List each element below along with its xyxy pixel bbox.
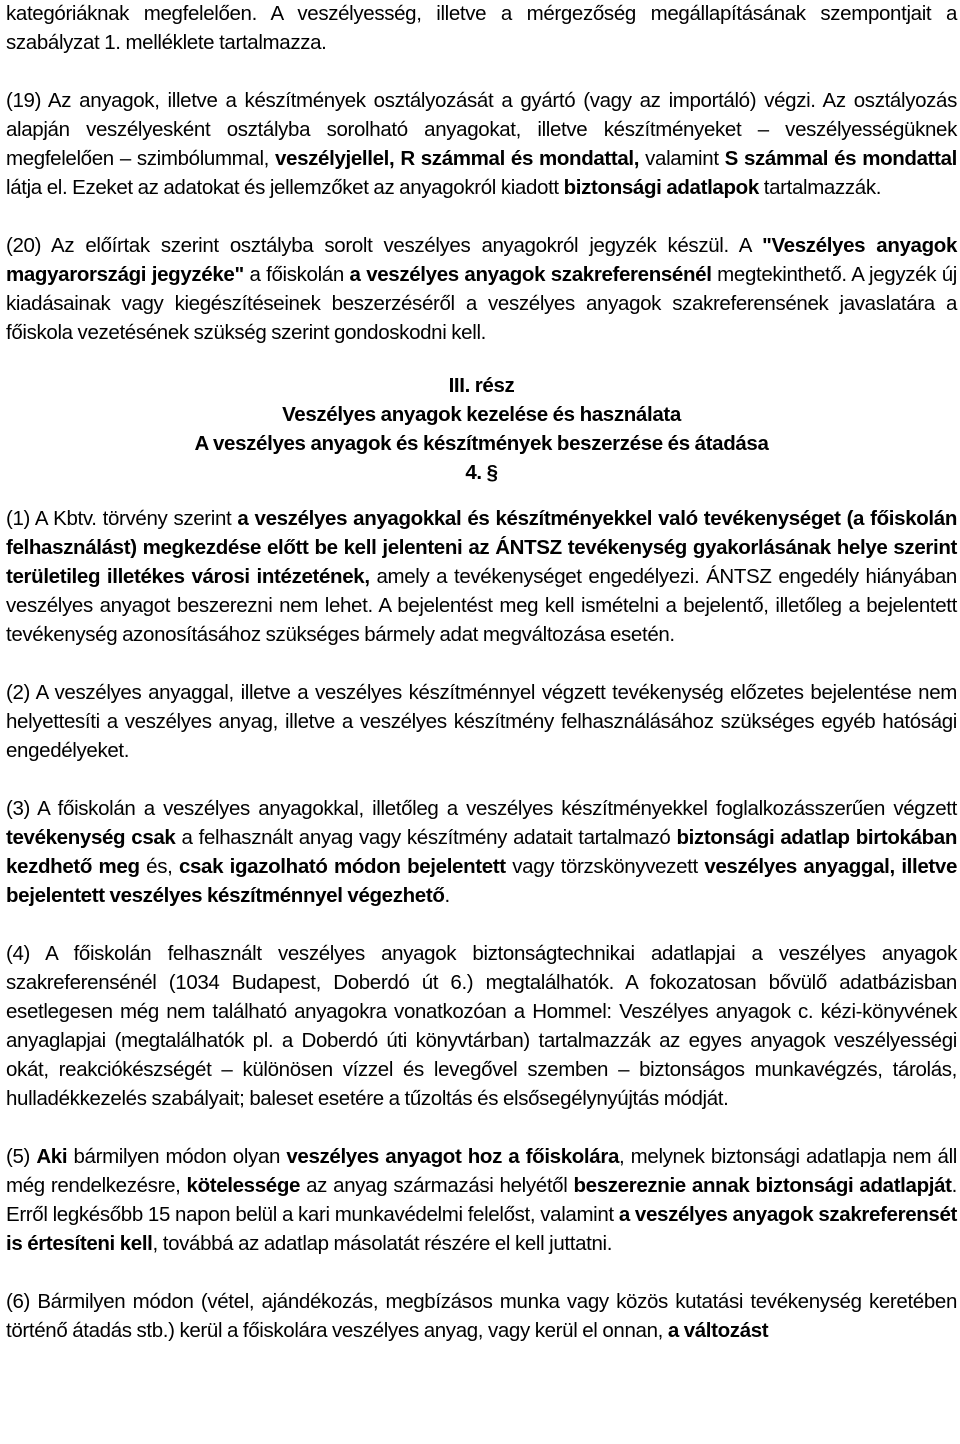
text-run: kategóriáknak megfelelően. A veszélyesség, illetve a mérgezőség megállapításának szempontjait a szabályzat 1. melléklete tartalmazza. xyxy=(6,2,957,54)
section-4-paragraph-6 xyxy=(6,1287,957,1345)
text-run: és, xyxy=(139,855,179,878)
part-heading: III. rész xyxy=(448,374,515,397)
section-4-paragraph-5 xyxy=(6,1142,957,1258)
bold-text-run: a veszélyes anyagok szakreferensénél xyxy=(349,263,712,286)
bold-text-run: Aki xyxy=(36,1145,68,1168)
bold-text-run: kötelessége xyxy=(186,1174,301,1197)
part-title: Veszélyes anyagok kezelése és használata xyxy=(282,403,681,426)
text-run: bármilyen módon olyan xyxy=(67,1145,287,1168)
text-run: (19) Az anyagok, illetve a készítmények osztályozását a gyártó (vagy az importáló) végzi. Az osztályozás alapján veszélyesként osztályba sorolható anyagokat, illetve készítményeket – veszélyességüknek megfelelően – szimbólummal, xyxy=(6,89,957,170)
text-run: valamint xyxy=(639,147,725,170)
bold-text-run: S számmal és mondattal xyxy=(724,147,957,170)
paragraph-20 xyxy=(6,231,957,347)
text-run: (20) Az előírtak szerint osztályba sorolt veszélyes anyagokról jegyzék készül. A xyxy=(6,234,763,257)
text-run: , melynek biztonsági adatlapja nem áll még rendelkezésre, xyxy=(6,1145,957,1197)
paragraph-intro xyxy=(6,0,957,57)
bold-text-run: veszélyjellel, R számmal és mondattal, xyxy=(275,147,640,170)
bold-text-run: a veszélyes anyagok szakreferensét is értesíteni kell xyxy=(6,1203,958,1255)
paragraph-19 xyxy=(6,86,957,202)
section-4-paragraph-2 xyxy=(6,678,957,765)
text-run: megtekinthető. A jegyzék új kiadásainak vagy kiegészítéseinek beszerzéséről a veszélyes anyagok szakreferensének javaslatára a főiskola vezetésének szükség szerint gondoskodni kell. xyxy=(6,263,957,344)
section-4-paragraph-4 xyxy=(6,939,957,1113)
text-run: (3) A főiskolán a veszélyes anyagokkal, illetőleg a veszélyes készítményekkel foglalkozásszerűen végzett xyxy=(6,797,957,820)
text-run: vagy törzskönyvezett xyxy=(505,855,705,878)
text-run: az anyag származási helyétől xyxy=(300,1174,574,1197)
bold-text-run: a változást xyxy=(667,1319,769,1342)
text-run: tartalmazzák. xyxy=(758,176,882,199)
text-run: (4) A főiskolán felhasznált veszélyes anyagok biztonságtechnikai adatlapjai a veszélyes anyagok szakreferensénél (1034 Budapest, Doberdó út 6.) megtalálhatók. A fokozatosan bővülő adatbázisban esetlegesen még nem található anyagokra vonatkozóan a Hommel: Veszélyes anyagok c. kézi-könyvének anyaglapjai (megtalálhatók pl. a Doberdó úti könyvtárban) tartalmazzák az egyes anyagok veszélyességi okát, reakciókészségét – különösen vízzel és levegővel szemben – biztonságos munkavégzés, tárolás, hulladékkezelés szabályait; baleset esetére a tűzoltás és elsősegélynyújtás módját. xyxy=(6,942,957,1110)
bold-text-run: biztonsági adatlap birtokában kezdhető meg xyxy=(6,826,958,878)
text-run: (2) A veszélyes anyaggal, illetve a veszélyes készítménnyel végzett tevékenység előzetes bejelentése nem helyettesíti a veszélyes anyag, illetve a veszélyes készítmény felhasználásához szükséges egyéb hatósági engedélyeket. xyxy=(6,681,957,762)
text-run: a felhasznált anyag vagy készítmény adatait tartalmazó xyxy=(175,826,677,849)
text-run: . Erről legkésőbb 15 napon belül a kari munkavédelmi felelőst, valamint xyxy=(6,1174,957,1226)
section-4-paragraph-1 xyxy=(6,504,957,649)
bold-text-run: biztonsági adatlapok xyxy=(563,176,759,199)
section-4-paragraph-3 xyxy=(6,794,957,910)
bold-text-run: a veszélyes anyagokkal és készítményekkel való tevékenységet (a főiskolán felhasználást) megkezdése előtt be kell jelenteni az ÁNTSZ tevékenység gyakorlásának helye szerint területileg illetékes városi intézetének, xyxy=(6,507,957,588)
bold-text-run: beszereznie annak biztonsági adatlapját xyxy=(573,1174,952,1197)
text-run: (6) Bármilyen módon (vétel, ajándékozás, megbízásos munka vagy közös kutatási tevékenység keretében történő átadás stb.) kerül a főiskolára veszélyes anyag, vagy kerül el onnan, xyxy=(6,1290,957,1342)
text-run: , továbbá az adatlap másolatát részére el kell juttatni. xyxy=(152,1232,613,1255)
bold-text-run: veszélyes anyaggal, illetve bejelentett veszélyes készítménnyel végezhető xyxy=(6,855,958,907)
document-body xyxy=(6,0,957,1345)
text-run: a főiskolán xyxy=(243,263,350,286)
text-run: látja el. Ezeket az adatokat és jellemzőket az anyagokról kiadott xyxy=(6,176,564,199)
bold-text-run: "Veszélyes anyagok magyarországi jegyzéke" xyxy=(6,234,958,286)
bold-text-run: csak igazolható módon bejelentett xyxy=(178,855,506,878)
text-run: amely a tevékenységet engedélyezi. ÁNTSZ engedély hiányában veszélyes anyagot beszerezni nem lehet. A bejelentést meg kell ismételni a bejelentő, illetőleg a bejelentett tevékenység azonosításához szükséges bármely adat megváltozása esetén. xyxy=(6,565,957,646)
text-run: (1) A Kbtv. törvény szerint xyxy=(6,507,238,530)
part-subtitle: A veszélyes anyagok és készítmények beszerzése és átadása xyxy=(194,432,769,455)
bold-text-run: veszélyes anyagot hoz a főiskolára xyxy=(286,1145,620,1168)
text-run: (5) xyxy=(6,1145,37,1168)
bold-text-run: tevékenység csak xyxy=(6,826,176,849)
text-run: . xyxy=(444,884,450,907)
section-number: 4. § xyxy=(465,461,498,484)
